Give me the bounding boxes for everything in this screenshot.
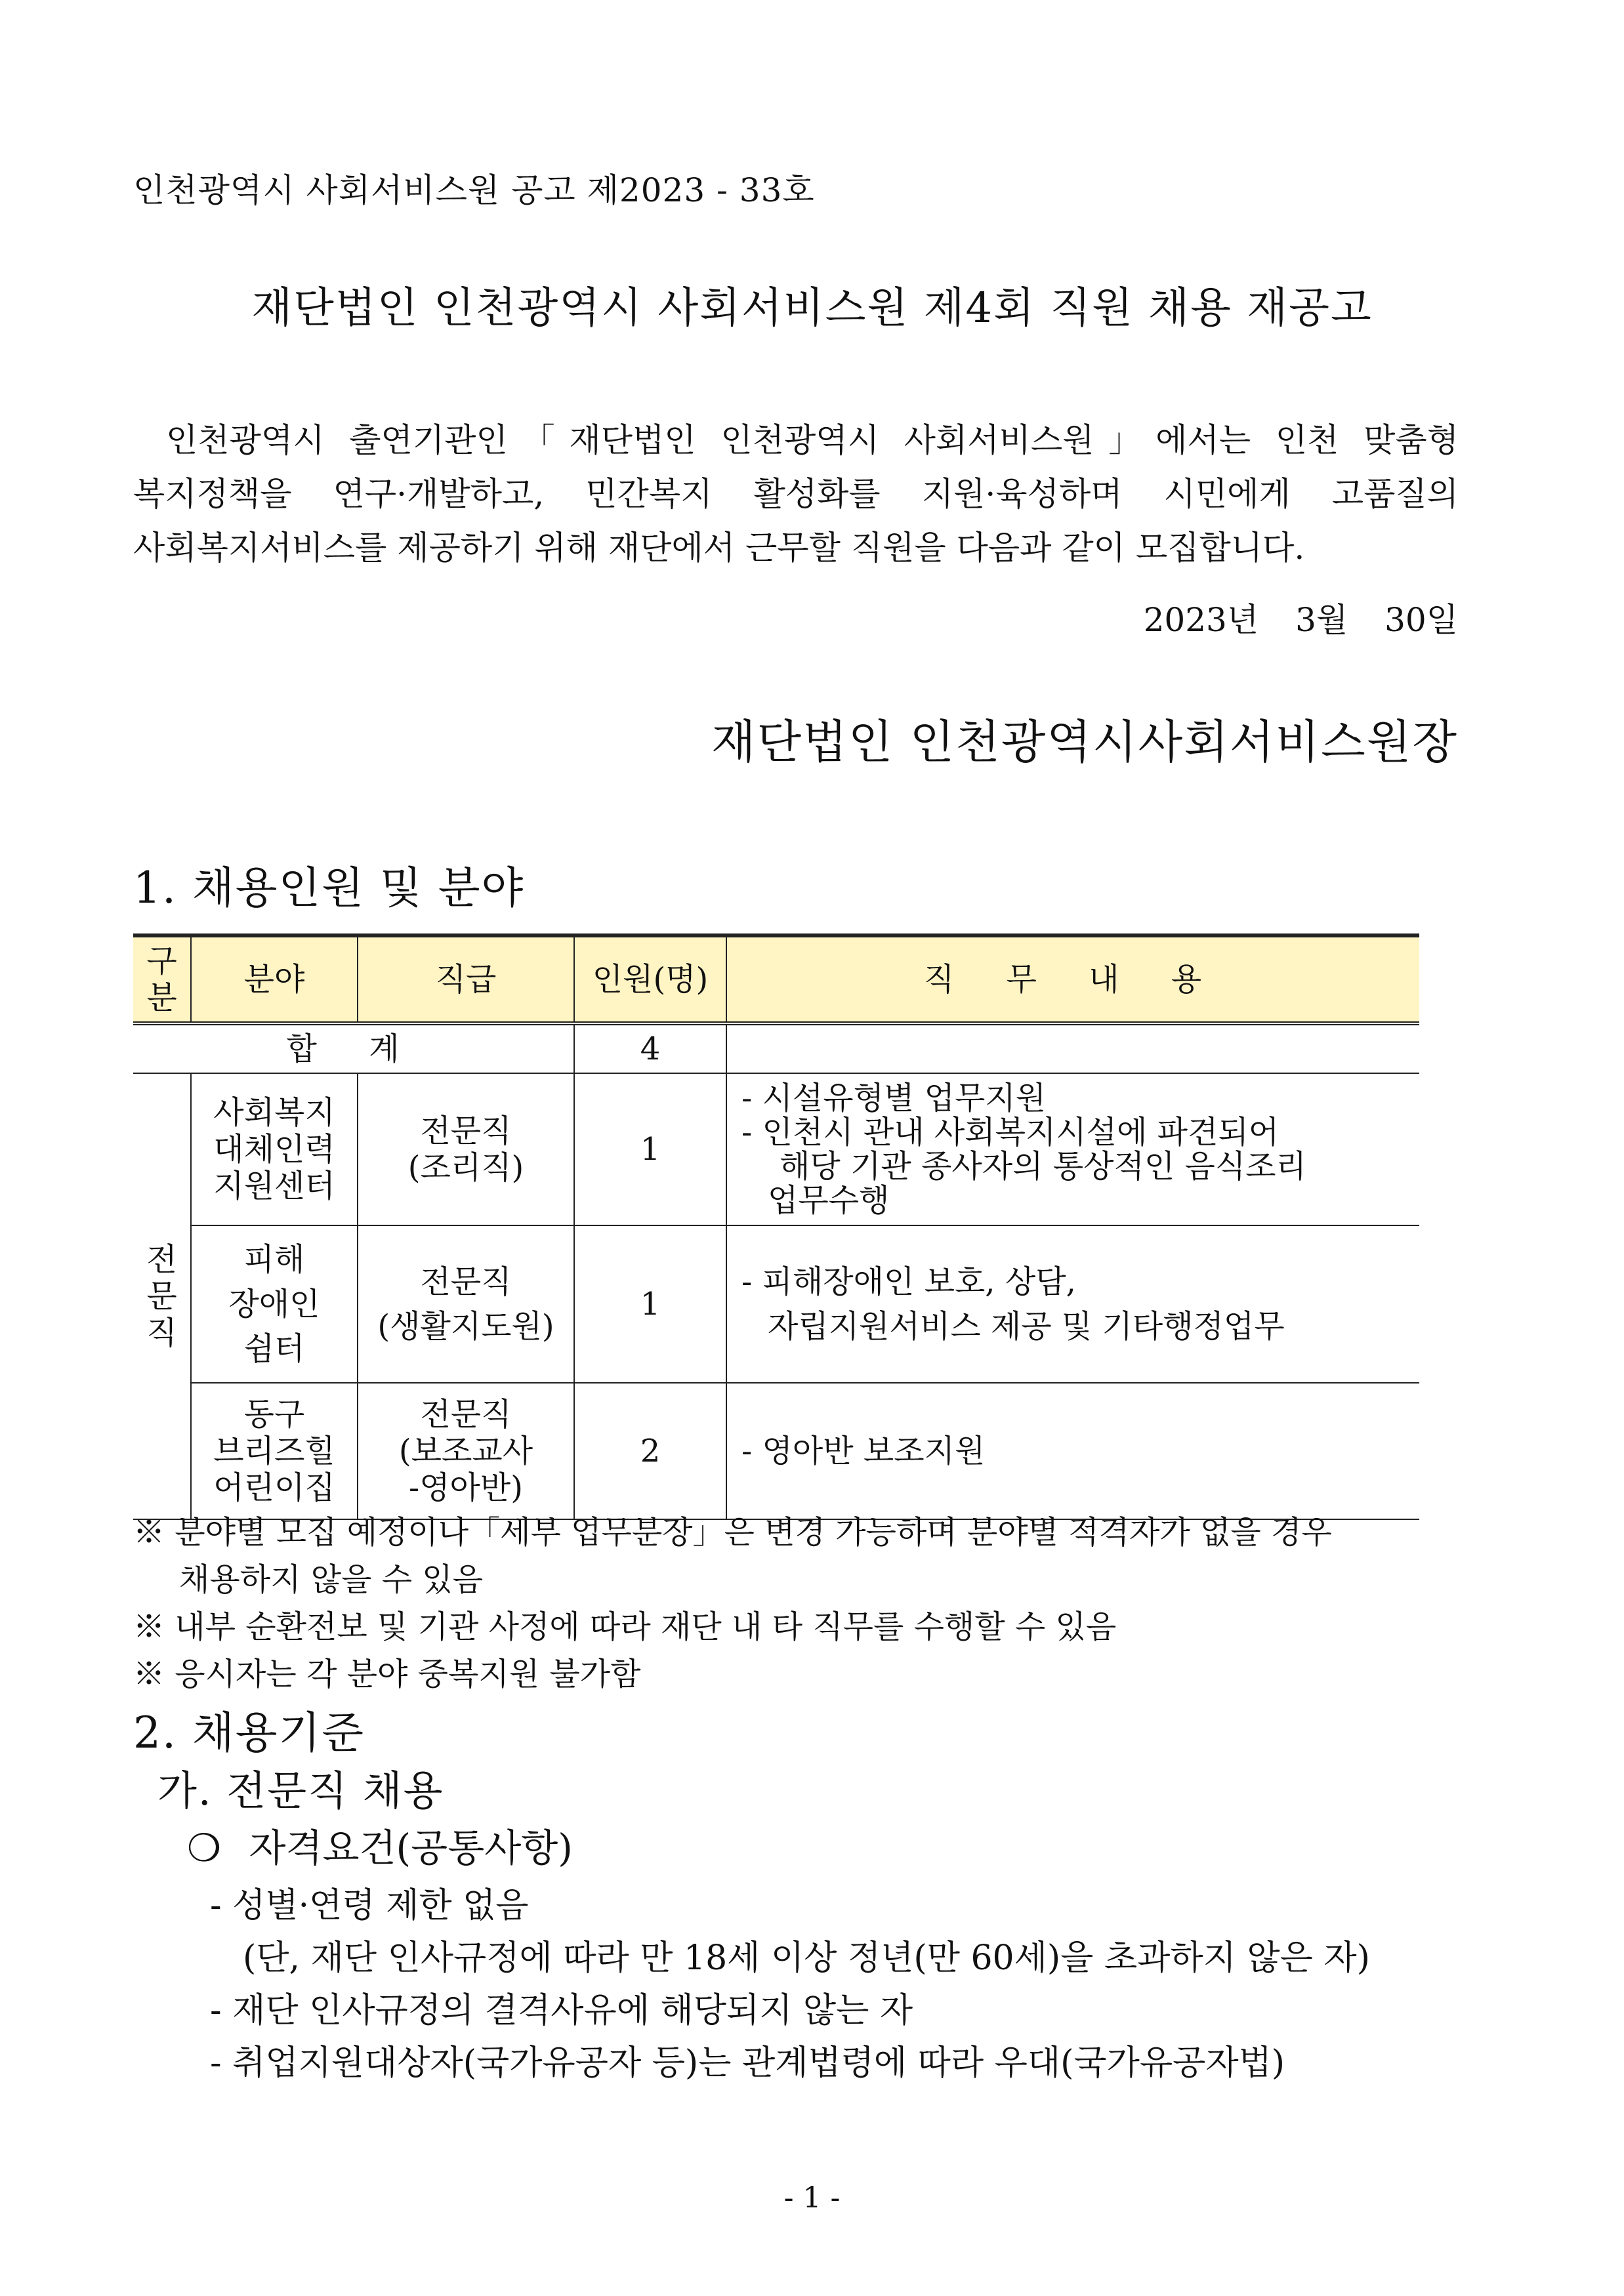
note-line: 채용하지 않을 수 있음 bbox=[179, 1561, 484, 1598]
count-cell: 1 bbox=[574, 1225, 726, 1383]
table-notes bbox=[133, 1509, 1332, 1698]
header-category: 구 분 bbox=[133, 935, 191, 1023]
count-cell: 1 bbox=[574, 1073, 726, 1225]
duties-cell bbox=[726, 1225, 1419, 1383]
intro-line: 사회복지서비스를 제공하기 위해 재단에서 근무할 직원을 다음과 같이 모집합니다. bbox=[133, 529, 1305, 567]
criteria-item: (단, 재단 인사규정에 따라 만 18세 이상 정년(만 60세)을 초과하지 않은 자) bbox=[243, 1938, 1370, 1978]
duty-line: - 영아반 보조지원 bbox=[741, 1433, 986, 1469]
intro-paragraph bbox=[133, 413, 1459, 575]
header-field: 분야 bbox=[191, 935, 358, 1023]
table-header-row bbox=[133, 935, 1419, 1023]
table-row bbox=[133, 1073, 1419, 1225]
grade-cell: 전문직 (보조교사 -영아반) bbox=[358, 1383, 574, 1519]
qualification-heading bbox=[187, 1817, 573, 1872]
duty-line: - 피해장애인 보호, 상담, bbox=[741, 1263, 1076, 1300]
header-grade: 직급 bbox=[358, 935, 574, 1023]
table-row bbox=[133, 1225, 1419, 1383]
header-duties: 직 무 내 용 bbox=[726, 935, 1419, 1023]
issuer-name: 재단법인 인천광역시사회서비스원장 bbox=[711, 715, 1458, 769]
duties-cell bbox=[726, 1073, 1419, 1225]
duty-line: - 인천시 관내 사회복지시설에 파견되어 bbox=[741, 1114, 1280, 1151]
criteria-item: - 취업지원대상자(국가유공자 등)는 관계법령에 따라 우대(국가유공자법) bbox=[210, 2043, 1285, 2083]
note-line: ※ 내부 순환전보 및 기관 사정에 따라 재단 내 타 직무를 수행할 수 있음 bbox=[133, 1609, 1117, 1645]
qualification-title: 자격요건(공통사항) bbox=[249, 1826, 573, 1870]
note-line: ※ 응시자는 각 분야 중복지원 불가함 bbox=[133, 1656, 641, 1692]
qualification-list bbox=[210, 1879, 1370, 2089]
criteria-item: - 재단 인사규정의 결격사유에 해당되지 않는 자 bbox=[210, 1991, 913, 2030]
total-count: 4 bbox=[574, 1023, 726, 1073]
count-cell: 2 bbox=[574, 1383, 726, 1519]
section-heading-criteria: 2. 채용기준 bbox=[133, 1708, 365, 1758]
recruitment-table bbox=[133, 933, 1419, 1520]
header-count: 인원(명) bbox=[574, 935, 726, 1023]
section-heading-recruitment: 1. 채용인원 및 분야 bbox=[133, 863, 525, 913]
category-cell: 전 문 직 bbox=[133, 1073, 191, 1519]
note-line: ※ 분야별 모집 예정이나「세부 업무분장」은 변경 가능하며 분야별 적격자가 없을 경우 bbox=[133, 1514, 1332, 1551]
field-cell: 사회복지 대체인력 지원센터 bbox=[191, 1073, 358, 1225]
criteria-item: - 성별·연령 제한 없음 bbox=[210, 1886, 529, 1925]
intro-line: 인천광역시 출연기관인「재단법인 인천광역시 사회서비스원」에서는 인천 맞춤형 bbox=[166, 421, 1459, 459]
grade-cell: 전문직 (생활지도원) bbox=[358, 1225, 574, 1383]
duties-cell bbox=[726, 1383, 1419, 1519]
total-label: 합 계 bbox=[133, 1023, 574, 1073]
intro-line: 복지정책을 연구·개발하고, 민간복지 활성화를 지원·육성하며 시민에게 고품질의 bbox=[133, 475, 1459, 513]
notice-date: 2023년 3월 30일 bbox=[1143, 601, 1458, 639]
grade-cell: 전문직 (조리직) bbox=[358, 1073, 574, 1225]
circle-bullet-icon: ❍ bbox=[187, 1826, 221, 1870]
notice-number: 인천광역시 사회서비스원 공고 제2023 - 33호 bbox=[133, 171, 815, 209]
total-duties-empty bbox=[726, 1023, 1419, 1073]
subheading-professional: 가. 전문직 채용 bbox=[157, 1767, 444, 1814]
table-row bbox=[133, 1383, 1419, 1519]
table-total-row bbox=[133, 1023, 1419, 1073]
page-number: - 1 - bbox=[783, 2181, 841, 2215]
field-cell: 피해 장애인 쉼터 bbox=[191, 1225, 358, 1383]
field-cell: 동구 브리즈힐 어린이집 bbox=[191, 1383, 358, 1519]
duty-line: 해당 기관 종사자의 통상적인 음식조리 bbox=[780, 1148, 1306, 1185]
page-title: 재단법인 인천광역시 사회서비스원 제4회 직원 채용 재공고 bbox=[251, 284, 1373, 333]
duty-line: - 시설유형별 업무지원 bbox=[741, 1080, 1047, 1117]
duty-line: 자립지원서비스 제공 및 기타행정업무 bbox=[768, 1308, 1285, 1345]
duty-line: 업무수행 bbox=[768, 1182, 890, 1219]
